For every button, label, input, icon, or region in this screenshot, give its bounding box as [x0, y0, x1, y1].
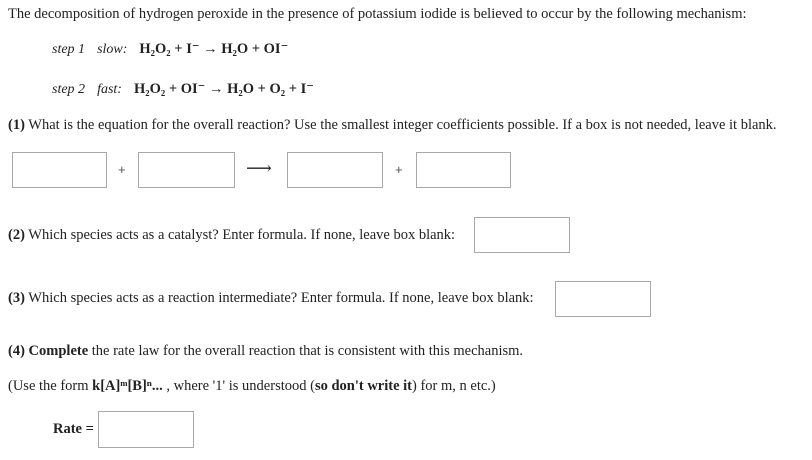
- question-4-text: the rate law for the overall reaction that is consistent with this mechanism.: [91, 343, 524, 359]
- rate-law-input[interactable]: [98, 411, 194, 448]
- step-2-speed: fast:: [97, 82, 122, 97]
- hint-middle: , where '1' is understood (: [166, 378, 315, 394]
- step-2-label: step 2: [52, 82, 86, 97]
- question-3-number: (3): [8, 290, 25, 306]
- hint-suffix: ) for m, n etc.): [412, 378, 496, 394]
- question-4-bold-word: Complete: [28, 343, 89, 359]
- plus-sign: +: [395, 162, 403, 177]
- step-1-row: [52, 40, 288, 58]
- question-4-number: (4): [8, 343, 25, 359]
- question-3-text: Which species acts as a reaction intermediate? Enter formula. If none, leave box blank:: [28, 290, 534, 306]
- reaction-arrow-icon: →: [208, 81, 224, 97]
- step-1-label: step 1: [52, 42, 86, 57]
- step-1-reactant-1: H₂O₂: [139, 41, 171, 57]
- reaction-arrow-icon: ⟶: [246, 158, 272, 178]
- step-2-row: [52, 80, 314, 98]
- question-2-text: Which species acts as a catalyst? Enter formula. If none, leave box blank:: [28, 227, 456, 243]
- question-1-text: What is the equation for the overall reaction? Use the smallest integer coefficients possible. If a box is not needed, leave it blank.: [28, 117, 777, 133]
- reaction-arrow-icon: →: [203, 41, 218, 57]
- rate-label: Rate =: [53, 421, 94, 437]
- plus-sign: +: [118, 162, 126, 177]
- question-1-number: (1): [8, 117, 25, 133]
- question-2-number: (2): [8, 227, 25, 243]
- step-1-product-1: H₂O: [221, 41, 249, 57]
- step-2-product-3: I⁻: [300, 81, 314, 97]
- hint-bold: so don't write it: [314, 378, 413, 394]
- step-1-reactant-2: I⁻: [186, 41, 200, 57]
- intermediate-input[interactable]: [555, 281, 651, 317]
- overall-product-2-input[interactable]: [416, 152, 511, 188]
- rate-law-hint: [8, 378, 496, 395]
- overall-reactant-1-input[interactable]: [12, 152, 107, 188]
- step-2-reactant-2: OI⁻: [180, 81, 206, 97]
- question-1: [8, 117, 777, 134]
- catalyst-input[interactable]: [474, 217, 570, 253]
- step-1-speed: slow:: [97, 42, 128, 57]
- question-2: [8, 227, 455, 244]
- step-1-equation: H₂O₂ + I⁻ → H₂O + OI⁻: [139, 41, 289, 57]
- hint-prefix: (Use the form: [8, 378, 93, 394]
- intro-text: The decomposition of hydrogen peroxide in the presence of potassium iodide is believed to occur by the following mechanism:: [8, 6, 747, 22]
- question-3: [8, 290, 534, 307]
- hint-form: k[A]ᵐ[B]ⁿ...: [92, 378, 167, 394]
- question-4: [8, 343, 523, 360]
- overall-reactant-2-input[interactable]: [138, 152, 235, 188]
- step-2-product-1: H₂O: [227, 81, 254, 97]
- step-2-equation: H₂O₂ + OI⁻ → H₂O + O₂ + I⁻: [133, 81, 314, 97]
- step-2-product-2: O₂: [269, 81, 286, 97]
- overall-product-1-input[interactable]: [287, 152, 383, 188]
- step-1-product-2: OI⁻: [263, 41, 289, 57]
- step-2-reactant-1: H₂O₂: [133, 81, 166, 97]
